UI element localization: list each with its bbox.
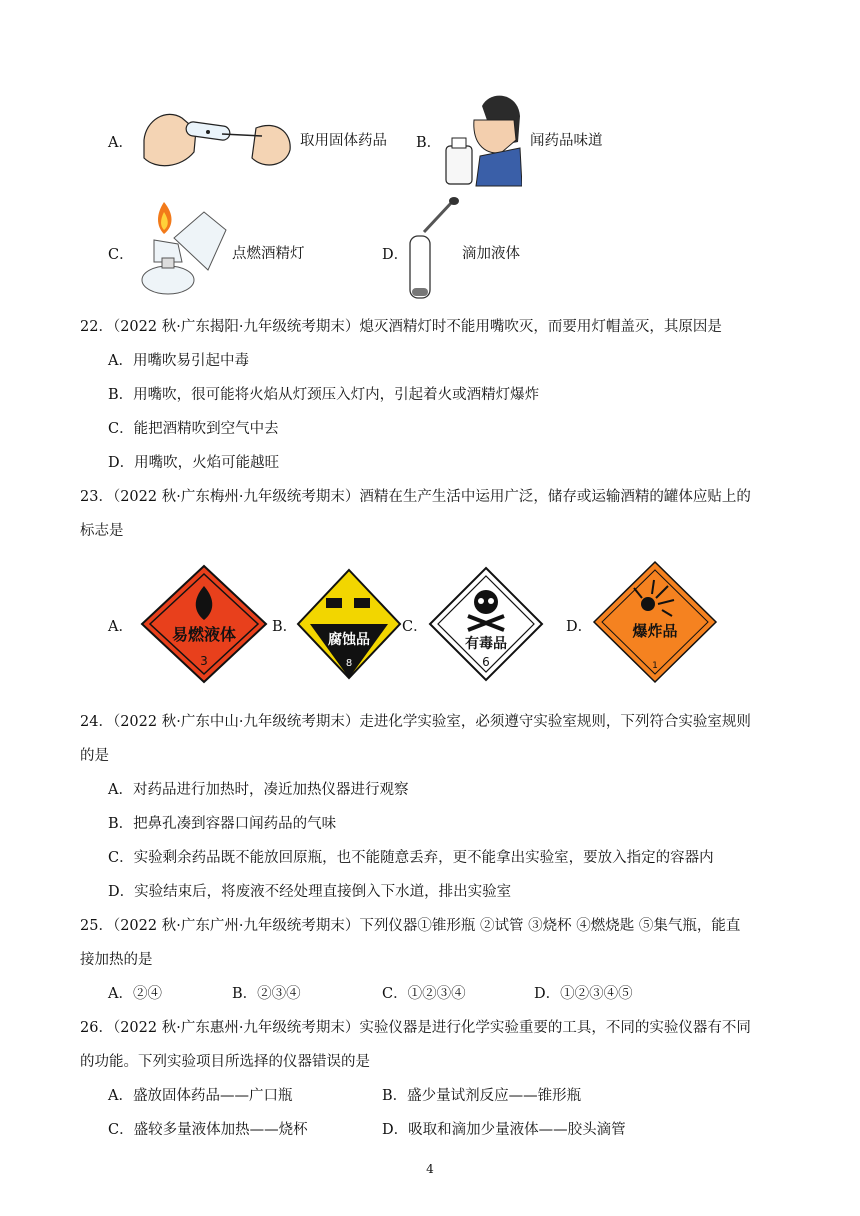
q21-option-c-letter: C． bbox=[108, 247, 134, 263]
q24-option-c: C．实验剩余药品既不能放回原瓶，也不能随意丢弃，更不能拿出实验室，要放入指定的容器内 bbox=[108, 850, 714, 866]
q26-option-a: A．盛放固体药品——广口瓶 bbox=[108, 1088, 293, 1104]
q26-stem-line2: 的功能。下列实验项目所选择的仪器错误的是 bbox=[80, 1054, 370, 1070]
q26-stem-line1: 26．（2022 秋·广东惠州·九年级统考期末）实验仪器是进行化学实验重要的工具，不同的实验仪器有不同 bbox=[80, 1020, 751, 1036]
sign-d-label: 爆炸品 bbox=[632, 622, 678, 640]
q22-option-c: C．能把酒精吹到空气中去 bbox=[108, 421, 279, 437]
q26-option-c: C．盛较多量液体加热——烧杯 bbox=[108, 1122, 308, 1138]
q23-option-b-letter: B． bbox=[272, 619, 298, 635]
sign-a-label: 易燃液体 bbox=[171, 625, 237, 644]
q21-option-b-letter: B． bbox=[416, 135, 442, 151]
q21-caption-c: 点燃酒精灯 bbox=[232, 246, 305, 262]
sign-b-number: 8 bbox=[345, 658, 353, 669]
light-alcohol-lamp-figure bbox=[134, 200, 230, 298]
explosive-sign bbox=[592, 560, 718, 684]
q22-option-d: D．用嘴吹，火焰可能越旺 bbox=[108, 455, 280, 471]
q25-stem-line1: 25．（2022 秋·广东广州·九年级统考期末）下列仪器①锥形瓶 ②试管 ③烧杯 ④燃烧匙 ⑤集气瓶，能直 bbox=[80, 918, 741, 934]
q23-stem-line2: 标志是 bbox=[80, 523, 124, 539]
sign-c-number: 6 bbox=[482, 655, 490, 669]
sign-d-number: 1 bbox=[652, 661, 658, 671]
q24-option-b: B．把鼻孔凑到容器口闻药品的气味 bbox=[108, 816, 337, 832]
q25-stem-line2: 接加热的是 bbox=[80, 952, 153, 968]
toxic-sign bbox=[428, 566, 544, 682]
q23-option-a-letter: A． bbox=[108, 619, 133, 635]
q25-option-b: B．②③④ bbox=[232, 986, 301, 1002]
q24-stem-line2: 的是 bbox=[80, 748, 109, 764]
drop-liquid-figure bbox=[404, 196, 464, 302]
q23-stem-line1: 23．（2022 秋·广东梅州·九年级统考期末）酒精在生产生活中运用广泛，储存或运输酒精的罐体应贴上的 bbox=[80, 489, 751, 505]
q26-option-d: D．吸取和滴加少量液体——胶头滴管 bbox=[382, 1122, 626, 1138]
q23-option-c-letter: C． bbox=[402, 619, 428, 635]
sign-b-label: 腐蚀品 bbox=[328, 632, 370, 648]
sign-c-label: 有毒品 bbox=[465, 636, 507, 652]
q23-option-d-letter: D． bbox=[566, 619, 593, 635]
q25-option-c: C．①②③④ bbox=[382, 986, 466, 1002]
sign-a-number: 3 bbox=[200, 654, 208, 668]
smell-drug-figure bbox=[442, 86, 522, 188]
q21-option-d-letter: D． bbox=[382, 247, 409, 263]
corrosive-sign bbox=[296, 568, 402, 680]
flammable-liquid-sign bbox=[140, 564, 268, 684]
q25-option-d: D．①②③④⑤ bbox=[534, 986, 633, 1002]
q24-option-d: D．实验结束后，将废液不经处理直接倒入下水道，排出实验室 bbox=[108, 884, 512, 900]
q25-option-a: A．②④ bbox=[108, 986, 162, 1002]
q22-stem: 22．（2022 秋·广东揭阳·九年级统考期末）熄灭酒精灯时不能用嘴吹灭，而要用灯帽盖灭，其原因是 bbox=[80, 319, 722, 335]
take-solid-drug-figure bbox=[136, 100, 296, 178]
q22-option-a: A．用嘴吹易引起中毒 bbox=[108, 353, 249, 369]
page-number: 4 bbox=[426, 1162, 434, 1176]
q24-option-a: A．对药品进行加热时，凑近加热仪器进行观察 bbox=[108, 782, 409, 798]
q24-stem-line1: 24．（2022 秋·广东中山·九年级统考期末）走进化学实验室，必须遵守实验室规则，下列符合实验室规则 bbox=[80, 714, 751, 730]
q22-option-b: B．用嘴吹，很可能将火焰从灯颈压入灯内，引起着火或酒精灯爆炸 bbox=[108, 387, 540, 403]
q21-caption-d: 滴加液体 bbox=[462, 246, 520, 262]
q21-caption-a: 取用固体药品 bbox=[300, 133, 387, 149]
q21-option-a-letter: A． bbox=[108, 135, 133, 151]
q26-option-b: B．盛少量试剂反应——锥形瓶 bbox=[382, 1088, 582, 1104]
q21-caption-b: 闻药品味道 bbox=[530, 133, 603, 149]
